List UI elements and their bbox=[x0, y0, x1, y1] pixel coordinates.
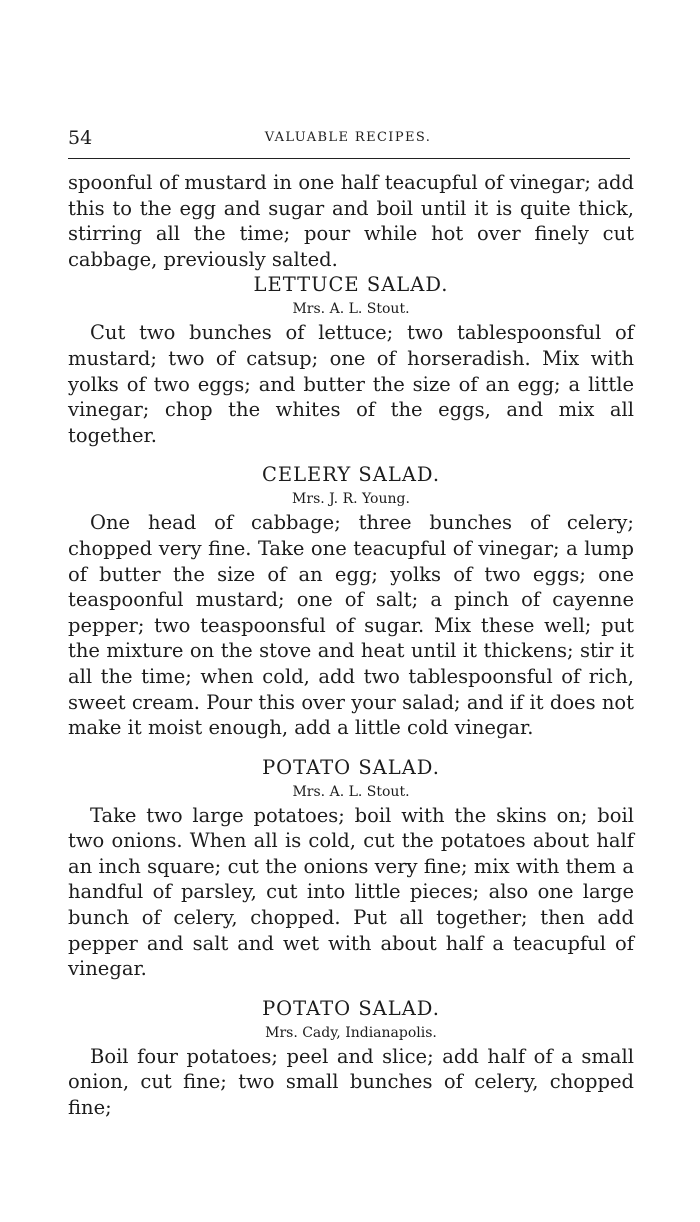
recipe-title: POTATO SALAD. bbox=[262, 996, 440, 1020]
recipe-author: Mrs. A. L. Stout. bbox=[292, 783, 410, 800]
page-header bbox=[68, 127, 628, 151]
recipe-celery-salad bbox=[68, 462, 634, 740]
recipe-text: Cut two bunches of lettuce; two tablespoonsful of mustard; two of catsup; one of horseradish. Mix with yolks of two eggs; and butter the size of an egg; a little vinegar; chop the whites of the eggs, and mix all together. bbox=[68, 321, 634, 447]
recipe-author: Mrs. Cady, Indianapolis. bbox=[265, 1024, 437, 1041]
page-body bbox=[68, 170, 634, 1121]
recipe-potato-salad-stout bbox=[68, 755, 634, 982]
recipe-lettuce-salad bbox=[68, 272, 634, 448]
recipe-text: Take two large potatoes; boil with the skins on; boil two onions. When all is cold, cut the potatoes about half an inch square; cut the onions very fine; mix with them a handful of parsley, cut into little pieces; also one large bunch of celery, chopped. Put all together; then add pepper and salt and wet with about half a teacupful of vinegar. bbox=[68, 803, 634, 981]
recipe-title: POTATO SALAD. bbox=[262, 755, 440, 779]
recipe-title: CELERY SALAD. bbox=[261, 463, 441, 487]
recipe-text: One head of cabbage; three bunches of celery; chopped very fine. Take one teacupful of vinegar; a lump of butter the size of an egg; yolks of two eggs; one teaspoonful mustard; one of salt; a pinch of cayenne pepper; two teaspoonsful of sugar. Mix these well; put the mixture on the stove and heat until it thickens; stir it all the time; when cold, add two tablespoonsful of rich, sweet cream. Pour this over your salad; and if it does not make it moist enough, add a little cold vinegar. bbox=[68, 511, 634, 740]
recipe-author: Mrs. J. R. Young. bbox=[292, 491, 410, 508]
recipe-text: Boil four potatoes; peel and slice; add half of a small onion, cut fine; two small bunches of celery, chopped fine; bbox=[68, 1044, 634, 1120]
continuation-paragraph: spoonful of mustard in one half teacupful of vinegar; add this to the egg and sugar and boil until it is quite thick, stirring all the time; pour while hot over finely cut cabbage, previously salted. bbox=[68, 171, 634, 271]
recipe-author: Mrs. A. L. Stout. bbox=[292, 301, 410, 318]
recipe-title: LETTUCE SALAD. bbox=[253, 273, 449, 297]
running-title: VALUABLE RECIPES. bbox=[264, 130, 432, 145]
recipe-potato-salad-cady bbox=[68, 996, 634, 1121]
header-rule bbox=[68, 158, 630, 159]
page-number: 54 bbox=[68, 127, 93, 149]
